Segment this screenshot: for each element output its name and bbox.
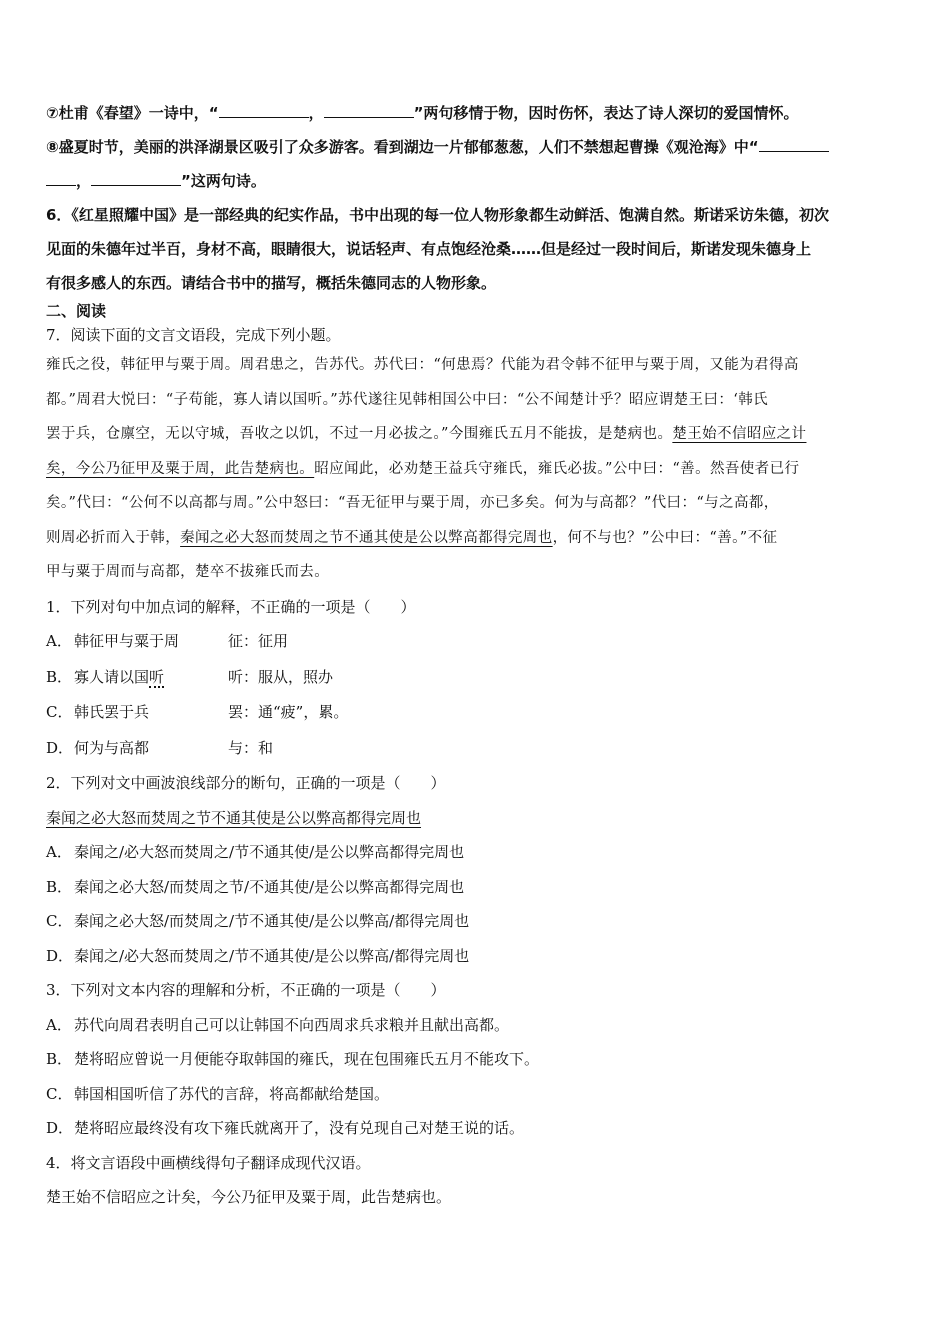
dotted-word: 听	[149, 667, 165, 686]
passage-line	[46, 417, 908, 452]
option-label: D．	[46, 946, 74, 965]
option-label: D．	[46, 1119, 74, 1137]
option-d[interactable]	[46, 731, 908, 767]
passage-text: ，何不与也？”公中曰：“善。”不征	[552, 529, 778, 546]
option-label: C．	[46, 1084, 73, 1103]
option-c[interactable]	[46, 1077, 908, 1112]
poetry-8-text-pre: ⑧盛夏时节，美丽的洪泽湖景区吸引了众多游客。看到湖边一片郁郁葱葱，人们不禁想起曹操《观沧海》中“	[46, 138, 759, 156]
option-phrase: 何为与高都	[74, 738, 150, 757]
sub-question-4-sentence: 楚王始不信昭应之计矣，今公乃征甲及粟于周，此告楚病也。	[46, 1188, 452, 1206]
option-text: 韩国相国听信了苏代的言辞，将高都献给楚国。	[74, 1084, 390, 1103]
option-label: D．	[46, 738, 74, 757]
option-d[interactable]	[46, 1111, 908, 1146]
option-explanation: 征：征用	[228, 632, 289, 650]
option-label: B．	[46, 1050, 73, 1068]
passage-line	[46, 452, 908, 487]
option-c[interactable]	[46, 695, 908, 731]
passage-line: 都。”周君大悦曰：“子苟能，寡人请以国听。”苏代遂往见韩相国公中曰：“公不闻楚计乎？昭应谓楚王曰：‘韩氏	[46, 391, 769, 408]
poetry-item-8	[46, 130, 908, 164]
option-d[interactable]	[46, 939, 908, 974]
sub-question-3-stem: 3．下列对文本内容的理解和分析，不正确的一项是（ ）	[46, 981, 446, 999]
sub-question-2-sentence	[46, 801, 908, 836]
question-6-line: 见面的朱德年过半百，身材不高，眼睛很大，说话轻声、有点饱经沧桑……但是经过一段时间后，斯诺发现朱德身上	[46, 240, 812, 258]
poetry-7-text-post: ”两句移情于物，因时伤怀，表达了诗人深切的爱国情怀。	[413, 104, 799, 122]
option-label: A．	[46, 1015, 72, 1034]
option-label: A．	[46, 632, 72, 650]
question-7-intro: 7．阅读下面的文言文语段，完成下列小题。	[46, 326, 341, 344]
sub-question-2-stem: 2．下列对文中画波浪线部分的断句，正确的一项是（ ）	[46, 774, 446, 792]
option-explanation: 罢：通“疲”，累。	[228, 703, 349, 721]
passage-text: 昭应闻此，必劝楚王益兵守雍氏，雍氏必拔。”公中曰：“善。然吾使者已行	[314, 460, 800, 477]
question-6-line: 6．《红星照耀中国》是一部经典的纪实作品，书中出现的每一位人物形象都生动鲜活、饱满自然。斯诺采访朱德，初次	[46, 206, 829, 224]
document-page	[46, 96, 908, 1215]
option-b[interactable]	[46, 1042, 908, 1077]
option-a[interactable]	[46, 835, 908, 870]
poetry-8-sep: ，	[76, 172, 92, 190]
answer-blank[interactable]	[219, 101, 309, 118]
answer-blank[interactable]	[91, 169, 181, 186]
sub-question-1-stem: 1．下列对句中加点词的解释，不正确的一项是（ ）	[46, 597, 416, 616]
poetry-item-8-cont	[46, 164, 908, 198]
option-b[interactable]	[46, 870, 908, 905]
option-phrase: 韩氏罢于兵	[74, 703, 150, 721]
passage-line: 甲与粟于周而与高都，楚卒不拔雍氏而去。	[46, 564, 330, 580]
option-text: 苏代向周君表明自己可以让韩国不向西周求兵求粮并且献出高都。	[74, 1015, 510, 1034]
option-a[interactable]	[46, 1008, 908, 1043]
poetry-item-7	[46, 96, 908, 130]
underlined-sentence: 秦闻之必大怒而焚周之节不通其使是公以弊高都得完周也	[46, 808, 422, 827]
wavy-underlined-sentence: 秦闻之必大怒而焚周之节不通其使是公以弊高都得完周也	[180, 529, 553, 546]
option-text: 秦闻之必大怒/而焚周之节/不通其使/是公以弊高都得完周也	[74, 877, 465, 896]
underlined-sentence: 矣，今公乃征甲及粟于周，此告楚病也。	[46, 460, 315, 477]
option-label: C．	[46, 912, 73, 930]
option-text: 秦闻之/必大怒而焚周之/节不通其使/是公以弊高/都得完周也	[74, 946, 470, 965]
passage-text: 则周必折而入于韩，	[46, 529, 181, 546]
passage-line: 雍氏之役，韩征甲与粟于周。周君患之，告苏代。苏代曰：“何患焉？代能为君令韩不征甲与粟于周，又能为君得高	[46, 357, 799, 373]
option-phrase: 韩征甲与粟于周	[74, 632, 180, 650]
option-text: 秦闻之必大怒/而焚周之/节不通其使/是公以弊高/都得完周也	[74, 912, 470, 930]
section-title: 二、阅读	[46, 302, 107, 320]
question-6-line: 有很多感人的东西。请结合书中的描写，概括朱德同志的人物形象。	[46, 274, 497, 292]
answer-blank[interactable]	[46, 169, 76, 186]
poetry-7-text-pre: ⑦杜甫《春望》一诗中，“	[46, 104, 219, 122]
answer-blank[interactable]	[759, 135, 829, 152]
option-label: B．	[46, 667, 73, 686]
option-label: C．	[46, 703, 73, 721]
passage-line	[46, 521, 908, 556]
passage-text: 罢于兵，仓廪空，无以守城，吾收之以饥，不过一月必拔之。”今围雍氏五月不能拔，是楚病也。	[46, 426, 673, 442]
option-text: 楚将昭应曾说一月便能夺取韩国的雍氏，现在包围雍氏五月不能攻下。	[74, 1050, 540, 1068]
option-label: B．	[46, 877, 73, 896]
passage-line: 矣。”代曰：“公何不以高都与周。”公中怒曰：“吾无征甲与粟于周，亦已多矣。何为与高都？”代曰：“与之高都，	[46, 495, 779, 511]
answer-blank[interactable]	[324, 101, 414, 118]
poetry-7-sep: ，	[308, 104, 324, 122]
option-phrase: 寡人请以国	[74, 667, 150, 686]
option-text: 秦闻之/必大怒而焚周之/节不通其使/是公以弊高都得完周也	[74, 843, 465, 861]
option-explanation: 听：服从，照办	[228, 667, 334, 686]
option-c[interactable]	[46, 904, 908, 939]
option-label: A．	[46, 843, 72, 861]
option-a[interactable]	[46, 624, 908, 660]
option-text: 楚将昭应最终没有攻下雍氏就离开了，没有兑现自己对楚王说的话。	[74, 1119, 525, 1137]
underlined-sentence: 楚王始不信昭应之计	[672, 426, 807, 442]
option-explanation: 与：和	[228, 738, 274, 757]
sub-question-4-stem: 4．将文言语段中画横线得句子翻译成现代汉语。	[46, 1153, 371, 1172]
poetry-8-text-post: ”这两句诗。	[181, 172, 266, 190]
option-b[interactable]	[46, 660, 908, 696]
